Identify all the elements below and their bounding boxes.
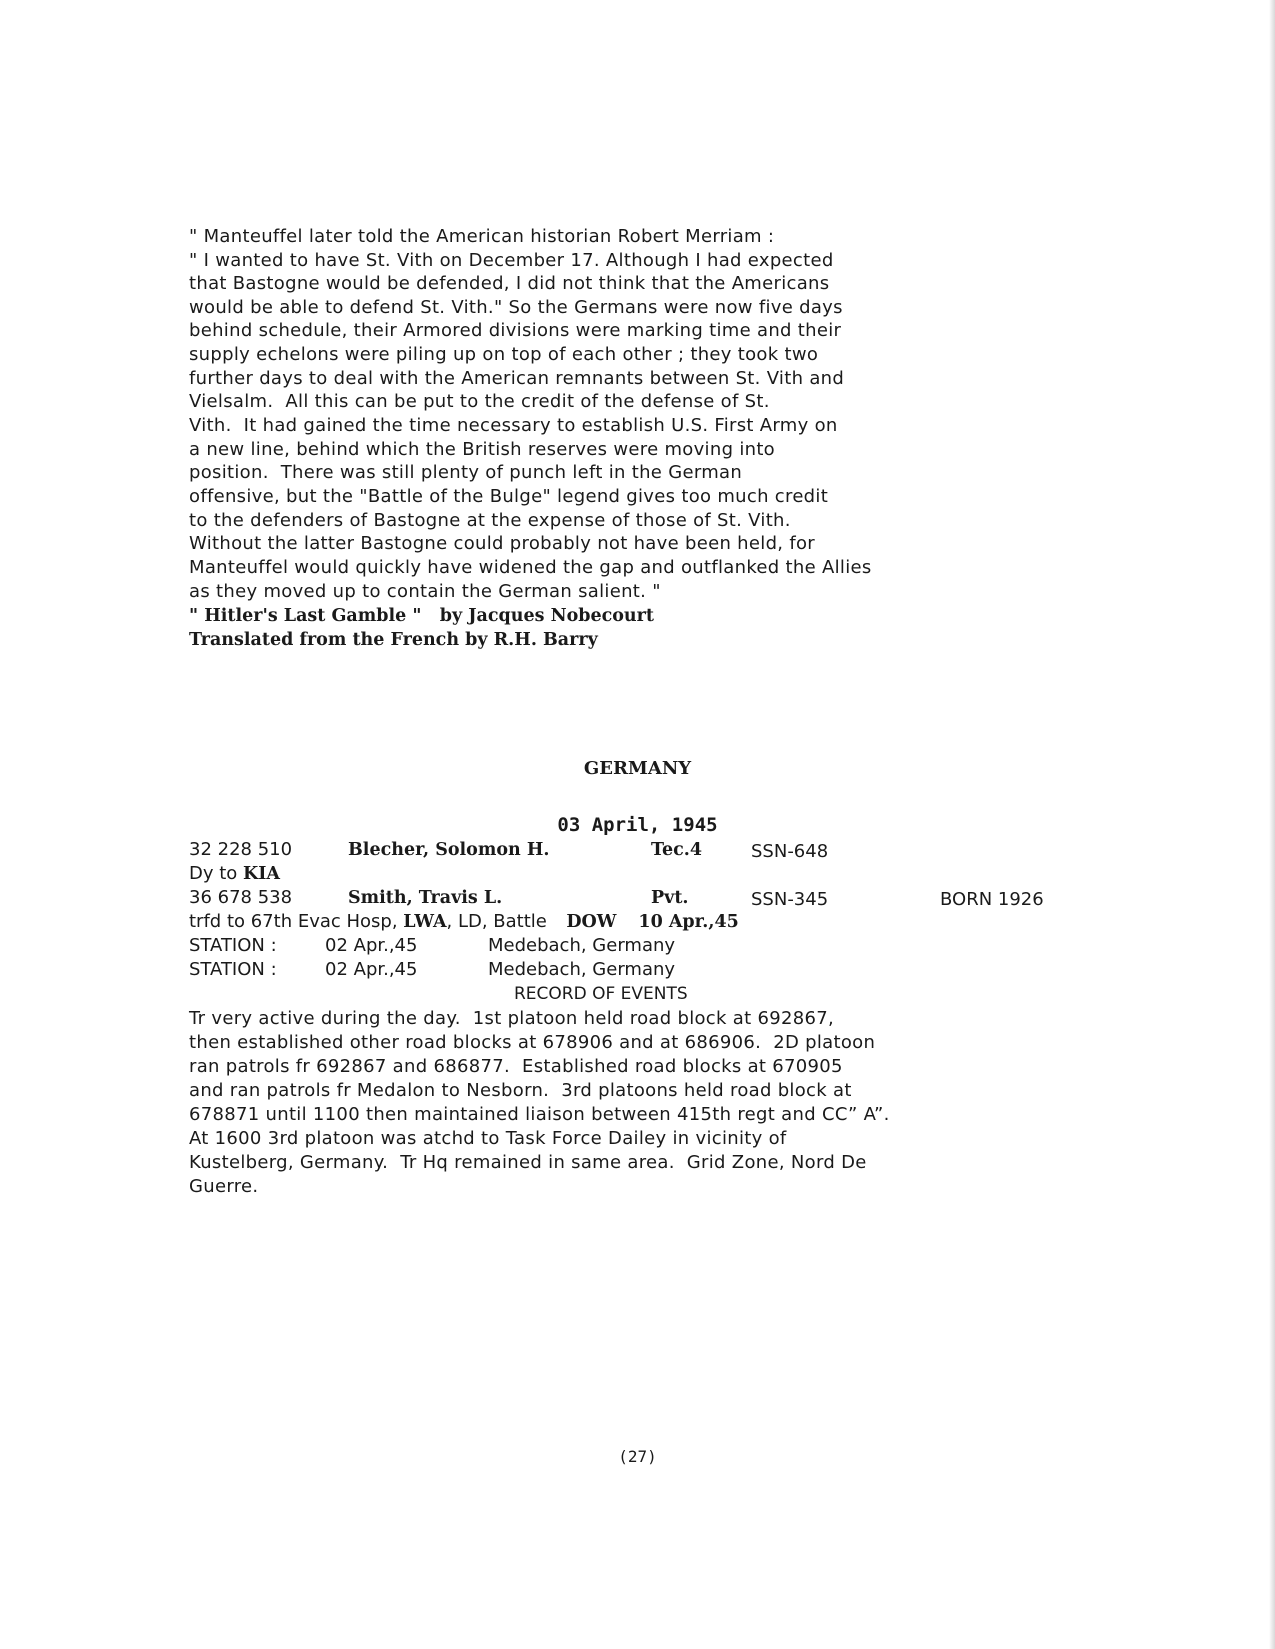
serial-number: 36 678 538	[189, 887, 293, 908]
record-line: At 1600 3rd platoon was atchd to Task Force Dailey in vicinity of	[189, 1128, 787, 1149]
quote-line: position. There was still plenty of punch left in the German	[189, 462, 743, 483]
station-place: Medebach, Germany	[488, 935, 676, 956]
quote-line: as they moved up to contain the German salient. "	[189, 581, 661, 602]
quote-line: a new line, behind which the British reserves were moving into	[189, 439, 775, 460]
quote-line: supply echelons were piling up on top of each other ; they took two	[189, 344, 819, 365]
quote-line: Manteuffel would quickly have widened the gap and outflanked the Allies	[189, 557, 872, 578]
record-line: 678871 until 1100 then maintained liaison between 415th regt and CC” A”.	[189, 1104, 890, 1125]
quote-line: Without the latter Bastogne could probably not have been held, for	[189, 533, 815, 554]
quote-source-translator: Translated from the French by R.H. Barry	[189, 630, 598, 650]
station-date: 02 Apr.,45	[325, 959, 418, 980]
serial-number: 32 228 510	[189, 839, 293, 860]
record-line: and ran patrols fr Medalon to Nesborn. 3rd platoons held road block at	[189, 1080, 852, 1101]
soldier-rank: Pvt.	[651, 888, 689, 908]
record-line: Kustelberg, Germany. Tr Hq remained in same area. Grid Zone, Nord De	[189, 1152, 867, 1173]
status-line	[189, 862, 280, 886]
page-edge-shadow	[1269, 0, 1275, 1649]
station-place: Medebach, Germany	[488, 959, 676, 980]
status-kia: KIA	[243, 864, 281, 884]
quote-line: behind schedule, their Armored divisions were marking time and their	[189, 320, 842, 341]
quote-line: that Bastogne would be defended, I did not think that the Americans	[189, 273, 830, 294]
quote-line: Vith. It had gained the time necessary to establish U.S. First Army on	[189, 415, 838, 436]
soldier-name: Smith, Travis L.	[348, 888, 503, 908]
soldier-ssn: SSN-345	[751, 889, 829, 910]
status-dow-date: 10 Apr.,45	[638, 912, 739, 932]
quote-line: to the defenders of Bastogne at the expense of those of St. Vith.	[189, 510, 791, 531]
quote-line: would be able to defend St. Vith." So the Germans were now five days	[189, 297, 843, 318]
status-text: trfd to 67th Evac Hosp,	[189, 911, 404, 932]
page-number: (27)	[618, 1447, 657, 1466]
status-line	[189, 910, 739, 934]
soldier-ssn: SSN-648	[751, 841, 829, 862]
quote-line: Vielsalm. All this can be put to the credit of the defense of St.	[189, 391, 770, 412]
quote-line: " Manteuffel later told the American historian Robert Merriam :	[189, 226, 775, 247]
section-heading: GERMANY	[583, 758, 692, 779]
station-label: STATION :	[189, 959, 277, 980]
status-text: , LD, Battle	[446, 911, 559, 932]
status-dow: DOW	[566, 912, 617, 932]
status-text: Dy to	[189, 863, 244, 884]
record-line: ran patrols fr 692867 and 686877. Established road blocks at 670905	[189, 1056, 843, 1077]
record-line: Tr very active during the day. 1st platoon held road block at 692867,	[189, 1008, 834, 1029]
status-lwa: LWA	[403, 912, 447, 932]
record-line: then established other road blocks at 678906 and at 686906. 2D platoon	[189, 1032, 876, 1053]
quote-line: offensive, but the "Battle of the Bulge" legend gives too much credit	[189, 486, 829, 507]
born-year: BORN 1926	[940, 889, 1044, 910]
quote-line: " I wanted to have St. Vith on December 17. Although I had expected	[189, 250, 834, 271]
section-date: 03 April, 1945	[557, 814, 718, 836]
record-line: Guerre.	[189, 1176, 259, 1197]
soldier-rank: Tec.4	[651, 840, 703, 860]
station-label: STATION :	[189, 935, 277, 956]
station-date: 02 Apr.,45	[325, 935, 418, 956]
record-of-events-title: RECORD OF EVENTS	[514, 984, 688, 1004]
quote-line: further days to deal with the American remnants between St. Vith and	[189, 368, 845, 389]
quote-source-title: " Hitler's Last Gamble " by Jacques Nobecourt	[189, 606, 654, 626]
soldier-name: Blecher, Solomon H.	[348, 840, 550, 860]
